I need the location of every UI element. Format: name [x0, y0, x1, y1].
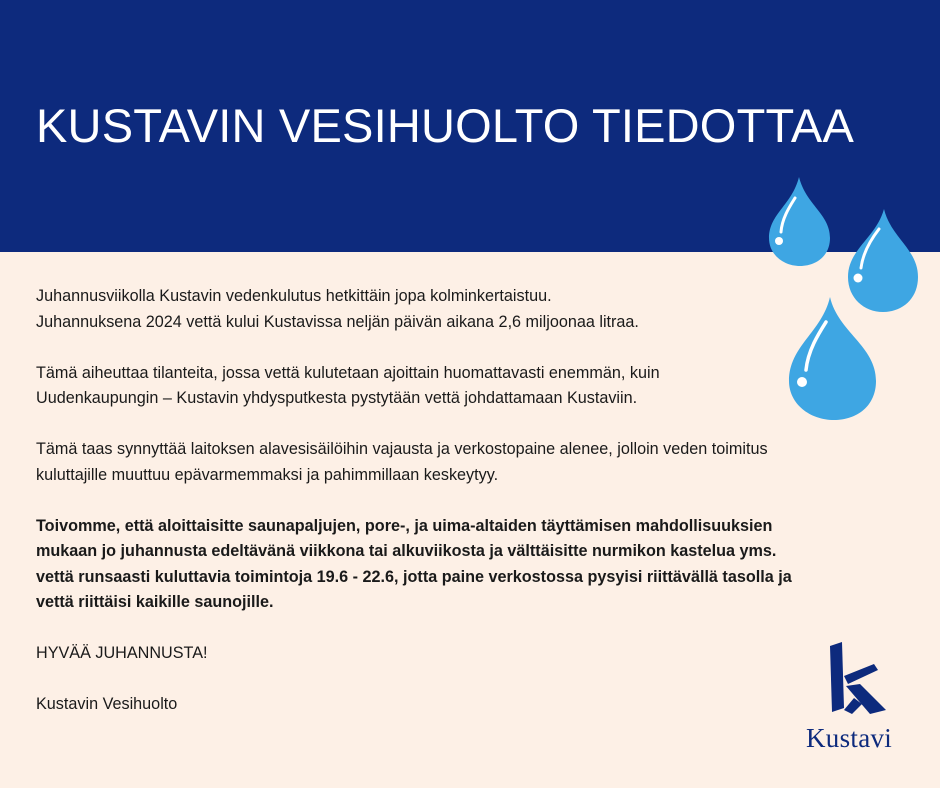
text-line: Juhannusviikolla Kustavin vedenkulutus hetkittäin jopa kolminkertaistuu.: [36, 287, 552, 305]
text-line: Tämä taas synnyttää laitoksen alavesisäilöihin vajausta ja verkostopaine alenee, jolloin veden toimitus: [36, 440, 768, 458]
text-line-bold: mukaan jo juhannusta edeltävänä viikkona tai alkuviikosta ja välttäisitte nurmikon kastelua yms.: [36, 542, 777, 560]
text-line-bold: vettä riittäisi kaikille saunojille.: [36, 593, 274, 611]
announcement-body: [36, 284, 906, 718]
text-line-bold: Toivomme, että aloittaisitte saunapaljujen, pore-, ja uima-altaiden täyttämisen mahdollisuuksien: [36, 516, 773, 535]
text-line: Juhannuksena 2024 vettä kului Kustavissa neljän päivän aikana 2,6 miljoonaa litraa.: [36, 312, 639, 331]
text-line: Uudenkaupungin – Kustavin yhdysputkesta pystytään vettä johdattamaan Kustaviin.: [36, 389, 638, 407]
water-drop-icon: [769, 177, 830, 266]
text-line: Tämä aiheuttaa tilanteita, jossa vettä kulutetaan ajoittain huomattavasti enemmän, kuin: [36, 363, 660, 382]
signature: Kustavin Vesihuolto: [36, 695, 178, 713]
text-line: kuluttajille muuttuu epävarmemmaksi ja pahimmillaan keskeytyy.: [36, 465, 499, 484]
page-title: KUSTAVIN VESIHUOLTO TIEDOTTAA: [36, 99, 854, 152]
kustavi-logo-text: Kustavi: [806, 723, 893, 753]
greeting: HYVÄÄ JUHANNUSTA!: [36, 644, 208, 662]
text-line-bold: vettä runsaasti kuluttavia toimintoja 19.6 - 22.6, jotta paine verkostossa pysyisi riittävällä tasolla ja: [36, 567, 792, 586]
